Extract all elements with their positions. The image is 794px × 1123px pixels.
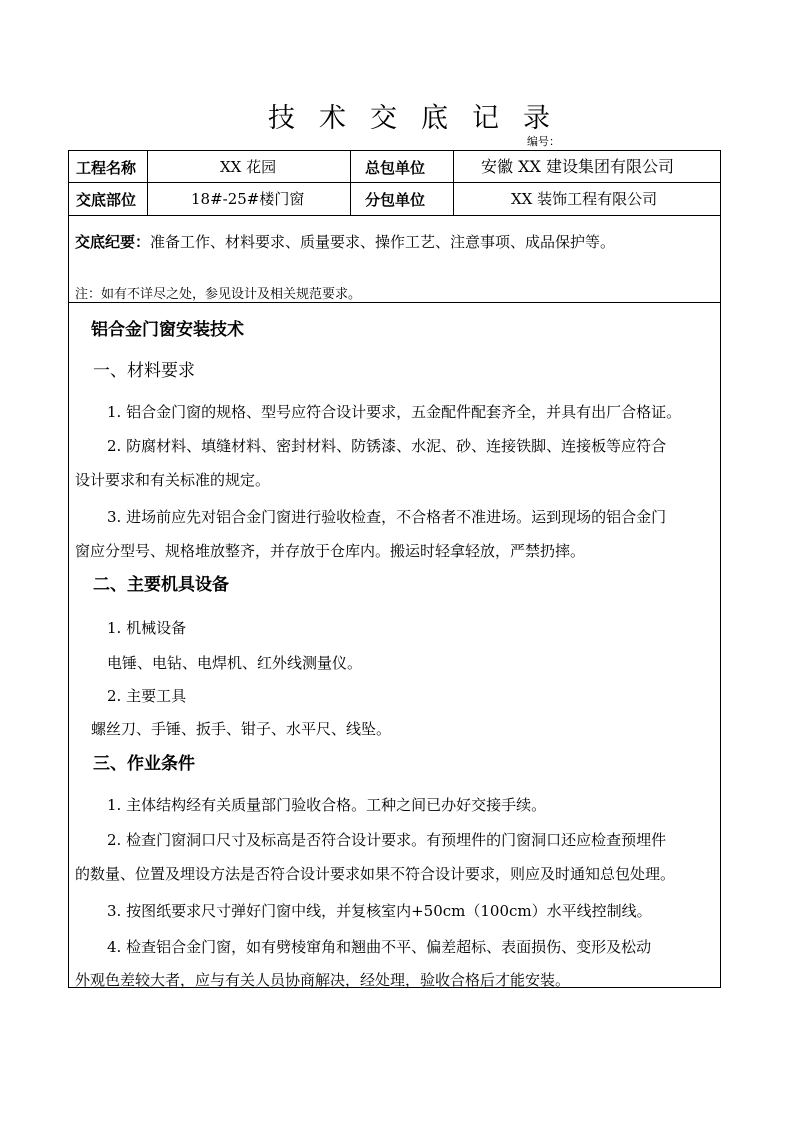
- subcontractor-value: XX 装饰工程有限公司: [511, 190, 658, 208]
- project-name-label: 工程名称: [76, 159, 137, 177]
- note-text: 注：如有不详尽之处，参见设计及相关规范要求。: [75, 287, 362, 302]
- column-divider: [350, 151, 351, 215]
- handover-part-value: 18#-25#楼门窗: [191, 190, 305, 208]
- section-heading: 二、主要机具设备: [93, 575, 229, 595]
- section-heading: 三、作业条件: [93, 754, 195, 774]
- summary-text: 准备工作、材料要求、质量要求、操作工艺、注意事项、成品保护等。: [150, 233, 616, 251]
- body-line: 的数量、位置及埋设方法是否符合设计要求如果不符合设计要求，则应及时通知总包处理。: [75, 865, 676, 883]
- body-line: 2. 检查门窗洞口尺寸及标高是否符合设计要求。有预埋件的门窗洞口还应检查预埋件: [107, 831, 667, 849]
- record-table: [68, 150, 721, 988]
- document-title: 技术交底记录: [268, 103, 574, 134]
- serial-number-label: 编号：: [527, 135, 560, 148]
- body-line: 螺丝刀、手锤、扳手、钳子、水平尺、线坠。: [91, 720, 392, 738]
- body-line: 设计要求和有关标准的规定。: [75, 471, 271, 489]
- section-heading: 一、材料要求: [93, 361, 195, 381]
- subcontractor-label: 分包单位: [365, 191, 426, 209]
- project-name-value: XX 花园: [220, 158, 277, 176]
- body-line: 外观色差较大者，应与有关人员协商解决，经处理，验收合格后才能安装。: [75, 971, 571, 989]
- body-line: 3. 进场前应先对铝合金门窗进行验收检查，不合格者不准进场。运到现场的铝合金门: [107, 508, 667, 526]
- body-line: 1. 铝合金门窗的规格、型号应符合设计要求，五金配件配套齐全，并具有出厂合格证。: [107, 403, 682, 421]
- handover-part-label: 交底部位: [76, 191, 137, 209]
- general-contractor-label: 总包单位: [365, 159, 426, 177]
- body-line: 1. 机械设备: [107, 619, 187, 637]
- column-divider: [453, 151, 454, 215]
- section-subtitle: 铝合金门窗安装技术: [91, 320, 244, 340]
- body-line: 窗应分型号、规格堆放整齐，并存放于仓库内。搬运时轻拿轻放，严禁扔摔。: [75, 542, 586, 560]
- summary-row: [75, 231, 615, 252]
- body-line: 2. 防腐材料、填缝材料、密封材料、防锈漆、水泥、砂、连接铁脚、连接板等应符合: [107, 437, 667, 455]
- row-divider: [69, 182, 720, 183]
- row-divider: [69, 302, 720, 303]
- summary-label: 交底纪要：: [75, 233, 151, 251]
- body-line: 3. 按图纸要求尺寸弹好门窗中线，并复核室内+50cm（100cm）水平线控制线。: [107, 902, 652, 920]
- row-divider: [69, 215, 720, 216]
- general-contractor-value: 安徽 XX 建设集团有限公司: [481, 157, 674, 176]
- body-line: 4. 检查铝合金门窗，如有劈棱窜角和翘曲不平、偏差超标、表面损伤、变形及松动: [107, 938, 652, 956]
- body-line: 2. 主要工具: [107, 687, 187, 705]
- body-line: 电锤、电钻、电焊机、红外线测量仪。: [107, 654, 363, 672]
- column-divider: [147, 151, 148, 215]
- body-line: 1. 主体结构经有关质量部门验收合格。工种之间已办好交接手续。: [107, 796, 547, 814]
